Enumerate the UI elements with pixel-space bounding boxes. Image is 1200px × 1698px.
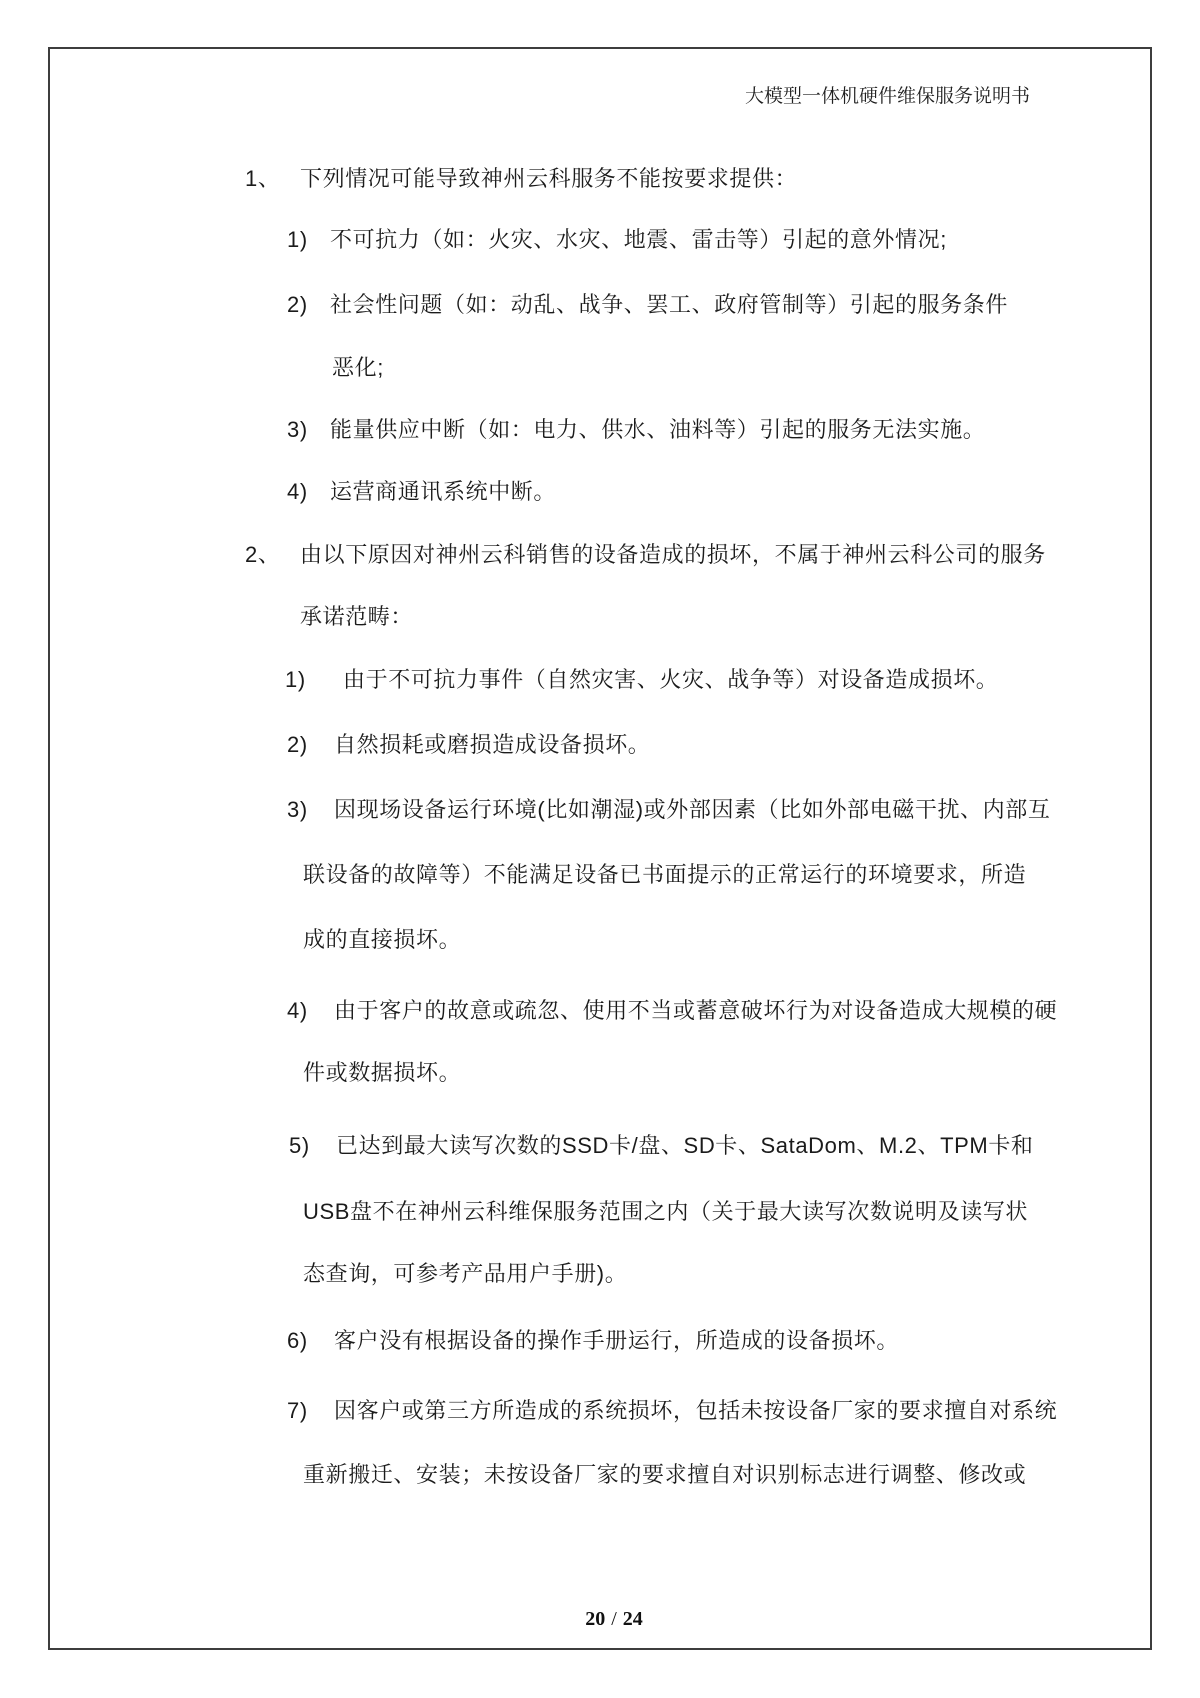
list-number: 7): [287, 1398, 308, 1423]
list-number: 3): [287, 797, 308, 822]
list-text-line: 恶化;: [332, 355, 384, 380]
list-text-line: 承诺范畴：: [300, 604, 414, 629]
list-text-line: 因现场设备运行环境(比如潮湿)或外部因素（比如外部电磁干扰、内部互: [334, 797, 1051, 822]
list-text-line: 自然损耗或磨损造成设备损坏。: [334, 732, 651, 757]
page-number-separator: /: [611, 1608, 617, 1630]
list-text-line: 客户没有根据设备的操作手册运行，所造成的设备损坏。: [334, 1328, 900, 1353]
list-text-line: 件或数据损坏。: [303, 1060, 462, 1085]
list-text-line: 由以下原因对神州云科销售的设备造成的损坏，不属于神州云科公司的服务: [300, 542, 1046, 567]
list-text-line: 重新搬迁、安装；未按设备厂家的要求擅自对识别标志进行调整、修改或: [303, 1462, 1027, 1487]
list-number: 1): [285, 667, 306, 692]
page-number-current: 20: [585, 1608, 606, 1630]
list-text-line: 由于客户的故意或疏忽、使用不当或蓄意破坏行为对设备造成大规模的硬: [334, 998, 1058, 1023]
list-number: 3): [287, 417, 308, 442]
list-text-line: 联设备的故障等）不能满足设备已书面提示的正常运行的环境要求，所造: [303, 862, 1027, 887]
list-text-line: 已达到最大读写次数的SSD卡/盘、SD卡、SataDom、M.2、TPM卡和: [336, 1133, 1034, 1158]
list-number: 1): [287, 227, 308, 252]
list-text-line: 态查询，可参考产品用户手册)。: [303, 1261, 628, 1286]
list-text-line: 社会性问题（如：动乱、战争、罢工、政府管制等）引起的服务条件: [330, 292, 1009, 317]
list-number: 4): [287, 998, 308, 1023]
list-number: 2): [287, 732, 308, 757]
list-text-line: 下列情况可能导致神州云科服务不能按要求提供：: [300, 166, 798, 191]
list-text-line: 因客户或第三方所造成的系统损坏，包括未按设备厂家的要求擅自对系统: [334, 1398, 1058, 1423]
page-number-total: 24: [622, 1608, 643, 1630]
list-number: 4): [287, 479, 308, 504]
list-text-line: 成的直接损坏。: [303, 927, 462, 952]
list-number: 2): [287, 292, 308, 317]
list-text-line: 运营商通讯系统中断。: [330, 479, 557, 504]
list-text-line: USB盘不在神州云科维保服务范围之内（关于最大读写次数说明及读写状: [303, 1199, 1029, 1224]
list-text-line: 能量供应中断（如：电力、供水、油料等）引起的服务无法实施。: [330, 417, 986, 442]
list-number: 2、: [245, 542, 281, 567]
list-number: 1、: [245, 166, 281, 191]
page-header-title: 大模型一体机硬件维保服务说明书: [744, 86, 1030, 107]
list-text-line: 不可抗力（如：火灾、水灾、地震、雷击等）引起的意外情况;: [330, 227, 947, 252]
list-number: 5): [289, 1133, 310, 1158]
page-number: [0, 1580, 1200, 1658]
list-number: 6): [287, 1328, 308, 1353]
list-text-line: 由于不可抗力事件（自然灾害、火灾、战争等）对设备造成损坏。: [343, 667, 999, 692]
